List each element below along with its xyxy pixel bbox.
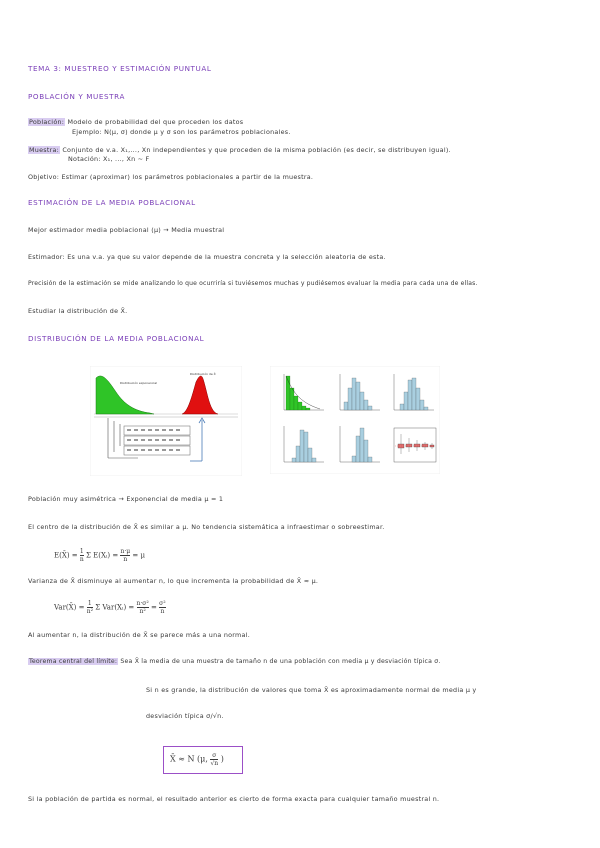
v-frac1: $\frac{1}{\text{n²}}$ [86,600,93,615]
objetivo-line: Objetivo: Estimar (aproximar) los parámetros poblacionales a partir de la muestra. [28,173,314,181]
heading-distribucion-media: DISTRIBUCIÓN DE LA MEDIA POBLACIONAL [28,334,205,343]
heading-poblacion-muestra: POBLACIÓN Y MUESTRA [28,92,125,101]
e-lhs: E(X̄) = [54,551,78,560]
variance-formula [54,600,166,615]
partida-line: Si la población de partida es normal, el resultado anterior es cierto de forma exacta para cualquier tamaño muestral n. [28,795,440,803]
e-frac2: $\frac{n\cdot\mu}{n}$ [120,548,131,563]
caption-exponential: Distribución exponencial [120,381,158,385]
caption-mean-distribution: Distribución de X̄ [190,372,216,376]
v-frac2: $\frac{\text{n·σ²}}{\text{n²}}$ [136,600,149,615]
v-eq: = [151,603,157,612]
clt-mu: (μ, [197,754,208,764]
mejor-estimador-line: Mejor estimador media poblacional (μ) → Media muestral [28,226,225,234]
v-frac3: $\frac{\text{σ²}}{n}$ [159,600,166,615]
v-sum: Σ Var(Xᵢ) = [95,603,135,612]
teorema-label: Teorema central del límite: [29,658,118,665]
figure-sampling-histograms [270,366,440,474]
v-lhs: Var(X̄) = [54,603,85,612]
clt-lhs: X̄ ≈ N [170,754,195,764]
muestra-text: Conjunto de v.a. X₁,..., Xn independientes y que proceden de la misma población (es decir, se distribuyen igual). [62,146,451,154]
desviacion-line: desviación típica σ/√n. [146,712,224,720]
clt-formula-box [163,746,243,774]
e-rhs: = μ [132,551,146,560]
expectation-formula [54,548,145,563]
estudiar-line: Estudiar la distribución de X̄. [28,307,128,315]
notacion-line: Notación: X₁, ..., Xn ~ F [68,155,150,163]
poblacion-text: Modelo de probabilidad del que proceden los datos [67,118,244,126]
si-n-grande-line: Si n es grande, la distribución de valores que toma X̄ es aproximadamente normal de media μ y [146,686,477,694]
teorema-line [28,658,441,665]
precision-line: Precisión de la estimación se mide analizando lo que ocurriría si tuviésemos muchas y pudiésemos evaluar la media para cada una de ellas. [28,280,478,287]
ejemplo-line: Ejemplo: N(μ, σ) donde μ y σ son los parámetros poblacionales. [72,128,291,136]
heading-estimacion-media: ESTIMACIÓN DE LA MEDIA POBLACIONAL [28,198,196,207]
teorema-text: Sea X̄ la media de una muestra de tamaño n de una población con media μ y desviación típica σ. [120,658,441,665]
varianza-line: Varianza de X̄ disminuye al aumentar n, lo que incrementa la probabilidad de X̄ ≈ μ. [28,577,319,585]
figure-exponential-vs-mean [90,366,242,476]
clt-close: ) [220,754,224,764]
e-sum: Σ E(Xᵢ) = [86,551,119,560]
poblacion-asimetrica-line: Población muy asimétrica → Exponencial de media μ = 1 [28,495,224,503]
centro-line: El centro de la distribución de X̄ es similar a μ. No tendencia sistemática a infraestimar o sobreestimar. [28,523,385,531]
e-frac1: $\frac{1}{n}$ [79,548,84,563]
estimador-line: Estimador: Es una v.a. ya que su valor depende de la muestra concreta y la selección aleatoria de esta. [28,253,386,261]
muestra-line [28,146,451,154]
clt-formula [170,752,224,767]
page-title: TEMA 3: MUESTREO Y ESTIMACIÓN PUNTUAL [28,64,212,73]
aumentar-line: Al aumentar n, la distribución de X̄ se parece más a una normal. [28,631,250,639]
muestra-label: Muestra: [29,146,60,154]
boxplot-panel [394,428,436,462]
poblacion-line [28,118,243,126]
clt-frac: $\frac{\sigma}{√n}$ [210,752,219,767]
poblacion-label: Población: [29,118,65,126]
